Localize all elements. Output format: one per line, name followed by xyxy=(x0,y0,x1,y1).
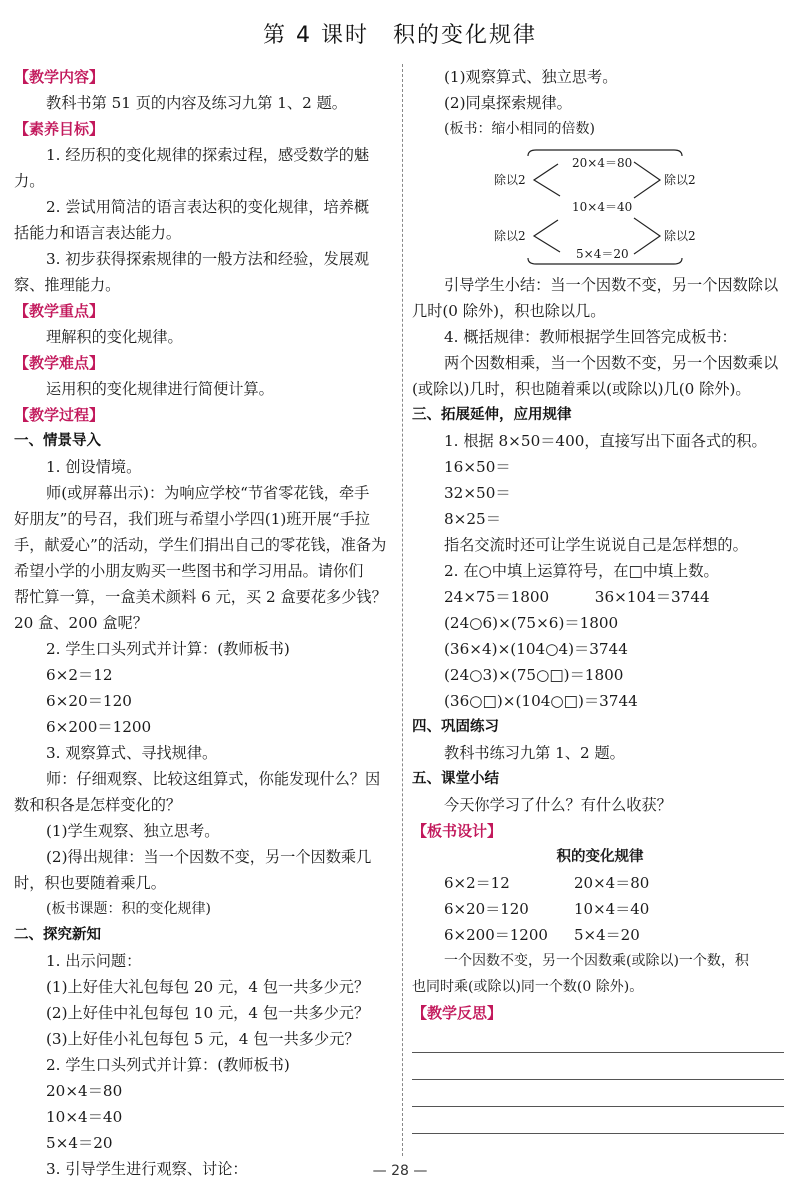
equation-line: (36×4)×(104○4)＝3744 xyxy=(444,640,628,658)
equation-line: 16×50＝ xyxy=(444,458,511,476)
board-row xyxy=(412,922,788,948)
text-line: 时，积也要随着乘几。 xyxy=(14,874,166,892)
section-heading-reflection: 【教学反思】 xyxy=(412,1004,503,1022)
text-line: 两个因数相乘，当一个因数不变，另一个因数乘以 xyxy=(444,354,779,372)
equation-line: (36○□)×(104○□)＝3744 xyxy=(444,692,638,710)
text-line: 2. 尝试用简洁的语言表达积的变化规律，培养概 xyxy=(46,198,370,216)
board-row xyxy=(412,896,788,922)
text-line: 数和积各是怎样变化的？ xyxy=(14,796,182,814)
board-note: (板书课题：积的变化规律) xyxy=(46,901,211,917)
subsection-heading-extend: 三、拓展延伸，应用规律 xyxy=(412,407,572,423)
diagram-eq-2: 10×4＝40 xyxy=(572,200,633,214)
writing-line[interactable] xyxy=(412,1080,784,1107)
right-column xyxy=(412,64,788,1134)
board-cell: 20×4＝80 xyxy=(574,874,650,892)
text-line: 运用积的变化规律进行简便计算。 xyxy=(46,380,274,398)
diagram-eq-1: 20×4＝80 xyxy=(572,156,633,170)
text-line: 2. 学生口头列式并计算：(教师板书) xyxy=(46,640,290,658)
equation-line: 5×4＝20 xyxy=(46,1134,113,1152)
column-divider xyxy=(402,64,403,1156)
text-line: 引导学生小结：当一个因数不变，另一个因数除以 xyxy=(444,276,779,294)
text-line: 2. 在○中填上运算符号，在□中填上数。 xyxy=(444,562,719,580)
writing-line[interactable] xyxy=(412,1107,784,1134)
text-line: 希望小学的小朋友购买一些图书和学习用品。请你们 xyxy=(14,562,364,580)
division-diagram xyxy=(412,142,788,272)
lesson-title: 第 4 课时 积的变化规律 xyxy=(263,23,537,48)
text-line: 师(或屏幕出示)：为响应学校“节省零花钱，牵手 xyxy=(46,484,370,502)
board-cell: 6×20＝120 xyxy=(444,900,529,918)
equation-line: 10×4＝40 xyxy=(46,1108,123,1126)
diagram-label-right-2: 除以2 xyxy=(664,229,696,243)
text-line: (1)观察算式、独立思考。 xyxy=(444,68,618,86)
equation-line: 20×4＝80 xyxy=(46,1082,123,1100)
page-number: — 28 — xyxy=(372,1163,428,1179)
diagram-label-left-2: 除以2 xyxy=(494,229,526,243)
equation-line: (24○6)×(75×6)＝1800 xyxy=(444,614,619,632)
page-number-value: 28 xyxy=(391,1163,409,1179)
text-line: (3)上好佳小礼包每包 5 元，4 包一共多少元？ xyxy=(46,1030,360,1048)
text-line: 括能力和语言表达能力。 xyxy=(14,224,182,242)
board-cell: 5×4＝20 xyxy=(574,926,640,944)
text-line: (1)学生观察、独立思考。 xyxy=(46,822,220,840)
diagram-label-left-1: 除以2 xyxy=(494,173,526,187)
section-heading-content: 【教学内容】 xyxy=(14,68,105,86)
text-line: 理解积的变化规律。 xyxy=(46,328,183,346)
subsection-heading-intro: 一、情景导入 xyxy=(14,433,101,449)
right-arrow-2 xyxy=(634,218,660,254)
text-line: (2)上好佳中礼包每包 10 元，4 包一共多少元？ xyxy=(46,1004,370,1022)
writing-line[interactable] xyxy=(412,1026,784,1053)
equation-line: 6×20＝120 xyxy=(46,692,132,710)
equation-line: (24○3)×(75○□)＝1800 xyxy=(444,666,624,684)
right-arrow-1 xyxy=(634,162,660,198)
text-line: 1. 根据 8×50＝400，直接写出下面各式的积。 xyxy=(444,432,767,450)
diagram-eq-3: 5×4＝20 xyxy=(576,247,629,261)
text-line: 几时(0 除外)，积也除以几。 xyxy=(412,302,606,320)
left-arrow-2 xyxy=(534,220,560,252)
board-note: (板书：缩小相同的倍数) xyxy=(444,121,595,137)
text-line: 1. 创设情境。 xyxy=(46,458,142,476)
text-line: (2)得出规律：当一个因数不变，另一个因数乘几 xyxy=(46,848,372,866)
subsection-heading-summary: 五、课堂小结 xyxy=(412,771,499,787)
text-line: (2)同桌探索规律。 xyxy=(444,94,572,112)
board-title: 积的变化规律 xyxy=(556,849,644,865)
equation-line: 24×75＝1800 36×104＝3744 xyxy=(444,588,710,606)
text-line: 察、推理能力。 xyxy=(14,276,121,294)
section-heading-key: 【教学重点】 xyxy=(14,302,105,320)
text-line: 20 盒、200 盒呢？ xyxy=(14,614,148,632)
subsection-heading-explore: 二、探究新知 xyxy=(14,927,101,943)
left-column xyxy=(14,64,394,1182)
diagram-label-right-1: 除以2 xyxy=(664,173,696,187)
text-line: 手，献爱心”的活动，学生们捐出自己的零花钱，准备为 xyxy=(14,536,387,554)
text-line: (或除以)几时，积也随着乘以(或除以)几(0 除外)。 xyxy=(412,380,751,398)
text-line: 帮忙算一算，一盒美术颜料 6 元，买 2 盒要花多少钱？ xyxy=(14,588,387,606)
text-line: 3. 观察算式、寻找规律。 xyxy=(46,744,218,762)
text-line: 力。 xyxy=(14,172,45,190)
equation-line: 6×200＝1200 xyxy=(46,718,152,736)
board-row xyxy=(412,870,788,896)
text-line: 1. 经历积的变化规律的探索过程，感受数学的魅 xyxy=(46,146,370,164)
equation-line: 6×2＝12 xyxy=(46,666,113,684)
text-line: 教科书第 51 页的内容及练习九第 1、2 题。 xyxy=(46,94,347,112)
section-heading-board: 【板书设计】 xyxy=(412,822,503,840)
text-line: 一个因数不变，另一个因数乘(或除以)一个数，积 xyxy=(444,953,749,969)
text-line: 3. 初步获得探索规律的一般方法和经验，发展观 xyxy=(46,250,370,268)
writing-line[interactable] xyxy=(412,1053,784,1080)
equation-line: 8×25＝ xyxy=(444,510,501,528)
section-heading-difficulty: 【教学难点】 xyxy=(14,354,105,372)
text-line: 教科书练习九第 1、2 题。 xyxy=(444,744,625,762)
diagram-canvas xyxy=(412,142,788,272)
subsection-heading-practice: 四、巩固练习 xyxy=(412,719,499,735)
section-heading-process: 【教学过程】 xyxy=(14,406,105,424)
text-line: 4. 概括规律：教师根据学生回答完成板书： xyxy=(444,328,737,346)
section-heading-goals: 【素养目标】 xyxy=(14,120,105,138)
text-line: 指名交流时还可让学生说说自己是怎样想的。 xyxy=(444,536,748,554)
text-line: 1. 出示问题： xyxy=(46,952,142,970)
text-line: 师：仔细观察、比较这组算式，你能发现什么？因 xyxy=(46,770,381,788)
board-cell: 6×2＝12 xyxy=(444,874,510,892)
text-line: 2. 学生口头列式并计算：(教师板书) xyxy=(46,1056,290,1074)
text-line: 3. 引导学生进行观察、讨论： xyxy=(46,1160,248,1178)
text-line: (1)上好佳大礼包每包 20 元，4 包一共多少元？ xyxy=(46,978,370,996)
text-line: 好朋友”的号召，我们班与希望小学四(1)班开展“手拉 xyxy=(14,510,370,528)
text-line: 今天你学习了什么？有什么收获？ xyxy=(444,796,672,814)
left-arrow-1 xyxy=(534,164,560,196)
board-cell: 10×4＝40 xyxy=(574,900,650,918)
equation-line: 32×50＝ xyxy=(444,484,511,502)
text-line: 也同时乘(或除以)同一个数(0 除外)。 xyxy=(412,979,644,995)
board-cell: 6×200＝1200 xyxy=(444,926,548,944)
